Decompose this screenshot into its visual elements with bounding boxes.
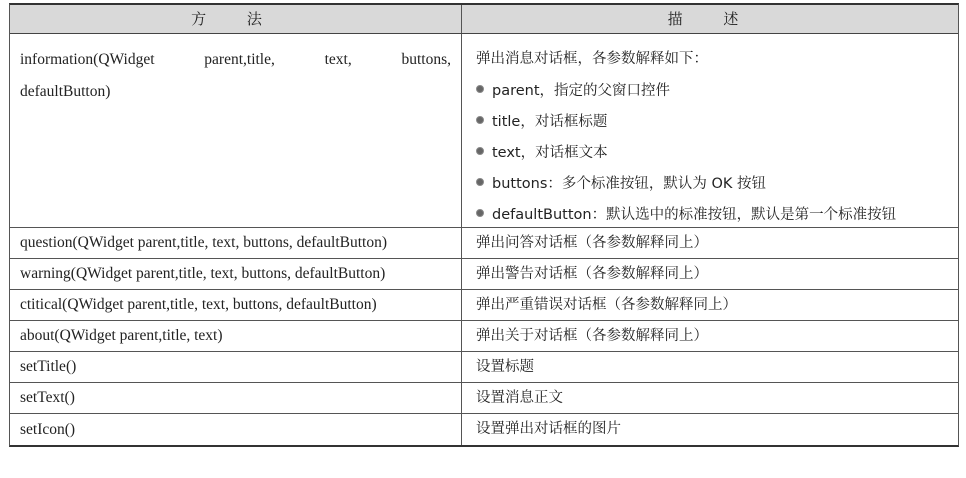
description-cell: 弹出问答对话框（各参数解释同上） — [476, 234, 708, 251]
param-text: defaultButton：默认选中的标准按钮，默认是第一个标准按钮 — [492, 207, 897, 223]
method-cell: warning(QWidget parent,title, text, buttons, defaultButton) — [10, 259, 462, 289]
param-item — [476, 106, 607, 137]
table-row — [10, 321, 958, 352]
bullet-icon — [476, 209, 484, 217]
table-row — [10, 414, 958, 445]
method-cell: ctitical(QWidget parent,title, text, buttons, defaultButton) — [10, 290, 462, 320]
description-cell: 弹出警告对话框（各参数解释同上） — [476, 265, 708, 282]
method-cell: about(QWidget parent,title, text) — [10, 321, 462, 351]
param-text: buttons：多个标准按钮，默认为 OK 按钮 — [492, 176, 767, 192]
method-cell: setIcon() — [10, 414, 462, 445]
table-header-row — [10, 5, 958, 34]
bullet-icon — [476, 147, 484, 155]
description-cell: 设置消息正文 — [476, 389, 563, 406]
param-text: text，对话框文本 — [492, 145, 608, 161]
description-cell: 设置标题 — [476, 358, 534, 375]
method-cell: question(QWidget parent,title, text, buttons, defaultButton) — [10, 228, 462, 258]
bullet-icon — [476, 178, 484, 186]
bullet-icon — [476, 85, 484, 93]
bullet-icon — [476, 116, 484, 124]
description-cell: 弹出关于对话框（各参数解释同上） — [476, 327, 708, 344]
method-text: information(QWidget parent,title, text, buttons, — [20, 51, 451, 68]
param-text: title，对话框标题 — [492, 114, 608, 130]
description-cell — [462, 34, 958, 227]
method-table — [9, 3, 959, 447]
param-item — [476, 137, 608, 168]
header-method: 方 法 — [10, 5, 462, 33]
method-text: defaultButton) — [20, 83, 111, 100]
param-text: parent，指定的父窗口控件 — [492, 83, 671, 99]
header-description: 描 述 — [462, 5, 958, 33]
param-item — [476, 168, 766, 199]
table-row — [10, 290, 958, 321]
table-row — [10, 352, 958, 383]
table-row — [10, 259, 958, 290]
param-item — [476, 199, 896, 230]
method-cell: setTitle() — [10, 352, 462, 382]
method-cell: setText() — [10, 383, 462, 413]
table-row — [10, 34, 958, 228]
description-cell: 弹出严重错误对话框（各参数解释同上） — [476, 296, 737, 313]
table-row — [10, 228, 958, 259]
param-item — [476, 75, 670, 106]
table-row — [10, 383, 958, 414]
description-cell: 设置弹出对话框的图片 — [476, 421, 621, 438]
method-cell — [10, 34, 462, 227]
description-text: 弹出消息对话框，各参数解释如下： — [476, 51, 708, 67]
